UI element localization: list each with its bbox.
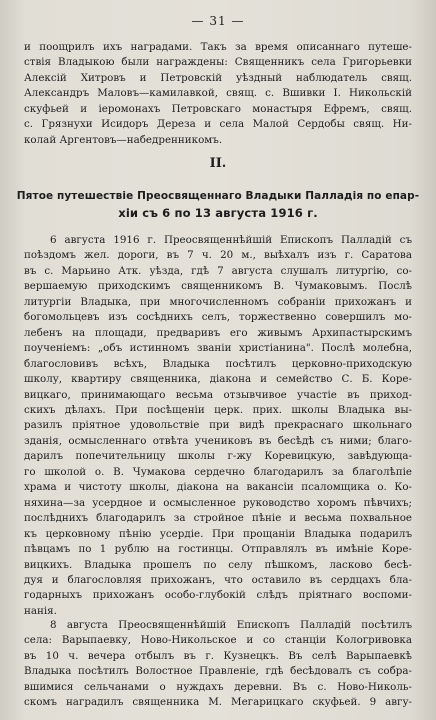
text-line: богомольцевъ изъ сосѣднихъ селъ, торжественно совершилъ мо- — [24, 311, 412, 324]
text-line: го школой о. В. Чумакова сердечно благодарилъ за благолѣпіе — [24, 465, 412, 478]
intro-paragraph — [24, 40, 412, 148]
text-line: литургіи Владыка, при многочисленномъ собраніи прихожанъ и — [24, 295, 412, 308]
text-line: къ церковному пѣнію усердіе. При прощаніи Владыка подарилъ — [24, 527, 412, 540]
text-line: Владыка посѣтилъ Волостное Правленіе, гдѣ бесѣдовалъ съ собра- — [24, 665, 412, 678]
text-line: годарныхъ прихожанъ особо-глубокій слѣдъ пріятнаго воспоми- — [24, 589, 412, 602]
text-line: няхина—за усердное и осмысленное руководство хоромъ пѣвчихъ; — [24, 496, 412, 509]
text-line: Алексій Хитровъ и Петровскій уѣздный наблюдатель свящ. — [24, 71, 412, 84]
text-line: нанія. — [24, 604, 57, 617]
text-line: скихъ дѣлахъ. При посѣщеніи церк. прих. школы Владыка вы- — [24, 403, 412, 416]
text-line: и поощрилъ ихъ наградами. Такъ за время описаннаго путеше- — [24, 41, 412, 53]
text-line: въ с. Марьино Атк. уѣзда, гдѣ 7 августа слушалъ литургію, со- — [24, 264, 412, 277]
body-paragraph-2 — [24, 618, 412, 711]
text-line: вицкихъ. Владыка прошелъ по селу пѣшкомъ, ласково бесѣ- — [24, 558, 412, 571]
text-line: вершаемую приходскимъ священникомъ В. Чумаковымъ. Послѣ — [24, 280, 412, 293]
text-line: 8 августа Преосвященнѣйшій Епископъ Палладій посѣтилъ — [50, 619, 412, 631]
text-line: вшимися сельчанами о нуждахъ деревни. Въ с. Ново-Николь- — [24, 680, 412, 693]
text-line: зданія, осмысленнаго отвѣта учениковъ въ бесѣдѣ съ ними; благо- — [24, 434, 412, 447]
text-line: лебенъ на площади, предваривъ его живымъ Архипастырскимъ — [24, 326, 412, 339]
text-line: вицкаго, принимающаго весьма отзывчивое участіе въ приход- — [24, 388, 412, 401]
text-line: послѣднихъ благодарилъ за стройное пѣніе и весьма похвальное — [24, 512, 412, 525]
text-line: дарилъ попечительницу школы г-жу Коревицкую, завѣдующа- — [24, 450, 412, 463]
text-line: скомъ наградилъ священника М. Мегарицкаго скуфьей. 9 авгу- — [24, 696, 412, 709]
section-number: II. — [209, 156, 227, 171]
text-line: поученіемъ: „объ истинномъ званіи христіанина". Послѣ молебна, — [24, 342, 412, 355]
text-line: ствія Владыкою были награждены: Священникъ села Григорьевки — [24, 56, 412, 69]
text-line: колай Аргентовъ—набедренникомъ. — [24, 133, 223, 146]
text-line: въ 10 ч. вечера отбылъ въ г. Кузнецкъ. Въ селѣ Варыпаевкѣ — [24, 649, 412, 662]
section-heading — [16, 188, 420, 222]
text-line: храма и чистоту школы, діакона на вакансіи псаломщика о. Ко- — [24, 481, 412, 494]
text-line: пѣвцамъ по 1 рублю на гостинцы. Отправлялъ въ имѣніе Коре- — [24, 543, 412, 556]
heading-line: хіи съ 6 по 13 августа 1916 г. — [118, 206, 318, 220]
text-line: школу, квартиру священника, діакона и семейство С. Б. Коре- — [24, 373, 412, 386]
heading-line: Пятое путешествіе Преосвященнаго Владыки Палладія по епар- — [16, 190, 420, 202]
text-line: 6 августа 1916 г. Преосвященнѣйшій Епископъ Палладій съ — [50, 234, 412, 246]
page-number: — 31 — — [191, 14, 245, 28]
text-line: с. Грязнухи Исидоръ Дереза и села Малой Сердобы свящ. Ни- — [24, 118, 412, 131]
body-paragraph-1 — [24, 233, 412, 619]
text-line: скуфьей и іеромонахъ Петровскаго монастыря Ефремъ, свящ. — [24, 102, 412, 115]
text-line: села: Варыпаевку, Ново-Никольское и со станціи Кологривовка — [24, 634, 412, 647]
text-line: благословивъ всѣхъ, Владыка посѣтилъ церковно-приходскую — [24, 357, 412, 370]
text-line: дуя и благословляя прихожанъ, что оставило въ сердцахъ бла- — [24, 573, 412, 586]
text-line: поѣздомъ жел. дороги, въ 7 ч. 20 м., выѣхалъ изъ г. Саратова — [24, 249, 412, 262]
text-line: разилъ пріятное удовольствіе при видѣ прекраснаго школьнаго — [24, 419, 412, 432]
text-line: Александръ Маловъ—камилавкой, свящ. с. Вшивки І. Никольскій — [24, 87, 412, 100]
